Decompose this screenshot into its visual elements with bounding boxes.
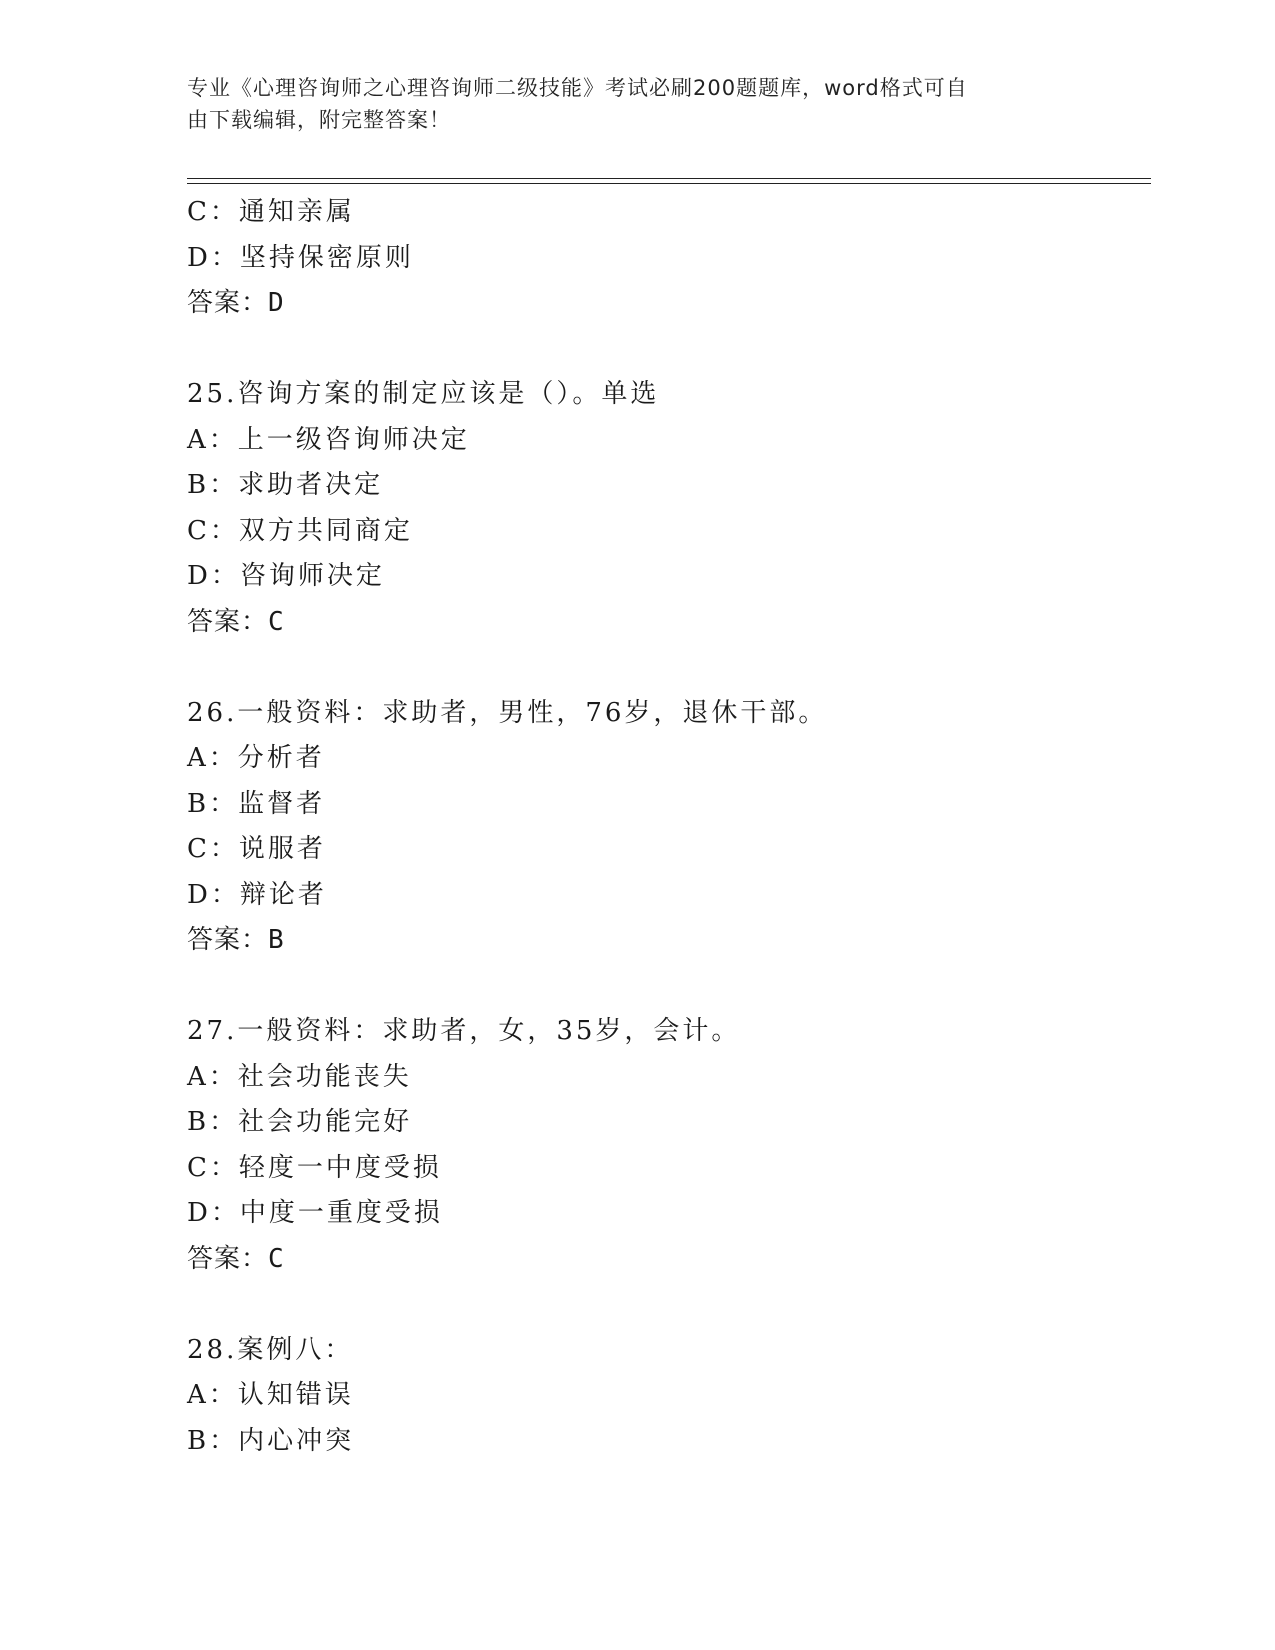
option-c: C：双方共同商定 xyxy=(187,515,413,546)
question-26 xyxy=(187,691,1147,964)
spacer xyxy=(187,645,1147,691)
question-stem: 26.一般资料：求助者，男性，76岁，退休干部。 xyxy=(187,697,828,728)
option-a: A：认知错误 xyxy=(187,1380,354,1410)
question-fragment xyxy=(187,190,1147,327)
option-c: C：说服者 xyxy=(187,834,326,864)
spacer xyxy=(187,327,1147,373)
document-header xyxy=(187,72,1087,136)
answer-line: 答案：C xyxy=(187,1243,285,1274)
header-line-1: 专业《心理咨询师之心理咨询师二级技能》考试必刷200题题库，word格式可自 xyxy=(187,76,968,100)
question-25 xyxy=(187,372,1147,645)
option-a: A：社会功能丧失 xyxy=(187,1061,412,1092)
option-a: A：分析者 xyxy=(187,743,325,773)
question-stem: 27.一般资料：求助者，女，35岁，会计。 xyxy=(187,1016,741,1046)
question-list xyxy=(187,190,1147,1464)
header-divider-bottom xyxy=(187,183,1151,184)
option-b: B：内心冲突 xyxy=(187,1425,355,1456)
spacer xyxy=(187,1282,1147,1328)
question-27 xyxy=(187,1009,1147,1282)
option-d: D：中度一重度受损 xyxy=(187,1198,443,1228)
option-d: D：辩论者 xyxy=(187,879,327,910)
header-line-2: 由下载编辑，附完整答案！ xyxy=(187,108,451,132)
question-stem: 28.案例八： xyxy=(187,1334,354,1365)
header-divider-top xyxy=(187,178,1151,179)
answer-line: 答案：B xyxy=(187,925,285,955)
option-b: B：社会功能完好 xyxy=(187,1107,413,1137)
question-stem: 25.咨询方案的制定应该是（）。单选 xyxy=(187,379,660,409)
spacer xyxy=(187,964,1147,1010)
option-c: C：通知亲属 xyxy=(187,197,355,227)
option-d: D：坚持保密原则 xyxy=(187,242,414,273)
option-d: D：咨询师决定 xyxy=(187,561,385,591)
option-b: B：监督者 xyxy=(187,788,326,819)
option-c: C：轻度一中度受损 xyxy=(187,1152,442,1183)
answer-line: 答案：D xyxy=(187,288,285,318)
option-b: B：求助者决定 xyxy=(187,470,384,500)
option-a: A：上一级咨询师决定 xyxy=(187,424,470,455)
answer-line: 答案：C xyxy=(187,606,285,637)
question-28 xyxy=(187,1328,1147,1465)
